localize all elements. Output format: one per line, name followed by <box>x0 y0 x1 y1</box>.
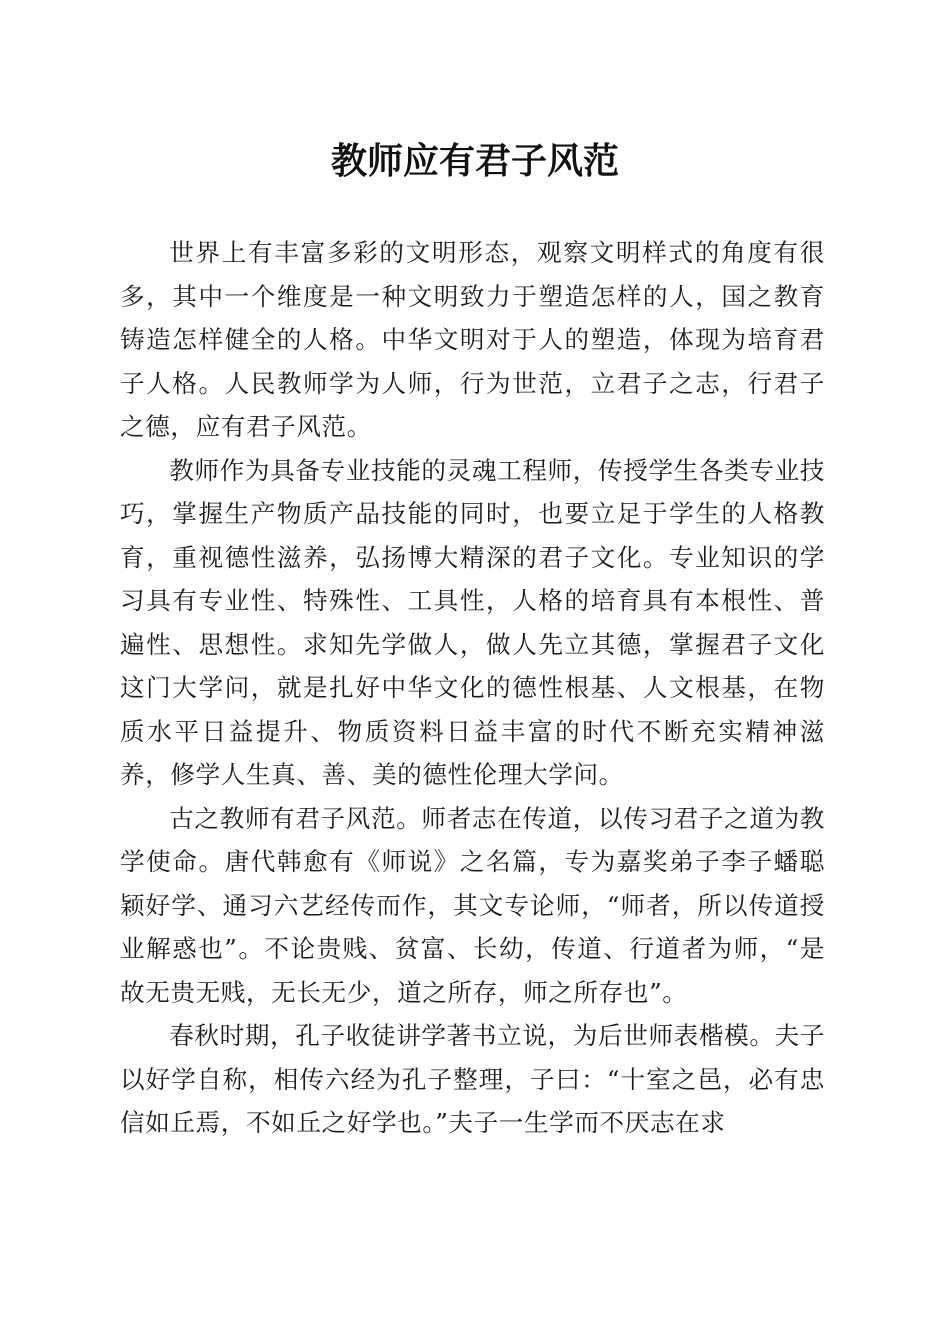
paragraph-1: 世界上有丰富多彩的文明形态，观察文明样式的角度有很多，其中一个维度是一种文明致力于塑造怎样的人，国之教育铸造怎样健全的人格。中华文明对于人的塑造，体现为培育君子人格。人民教师学为人师，行为世范，立君子之志，行君子之德，应有君子风范。 <box>120 238 825 441</box>
document-body <box>120 231 825 1145</box>
document-title: 教师应有君子风范 <box>330 140 619 182</box>
paragraph-4: 春秋时期，孔子收徒讲学著书立说，为后世师表楷模。夫子以好学自称，相传六经为孔子整理，子曰：“十室之邑，必有忠信如丘焉，不如丘之好学也。”夫子一生学而不厌志在求 <box>120 1021 825 1137</box>
paragraph-3: 古之教师有君子风范。师者志在传道，以传习君子之道为教学使命。唐代韩愈有《师说》之名篇，专为嘉奖弟子李子蟠聪颖好学、通习六艺经传而作，其文专论师，“师者，所以传道授业解惑也”。不论贵贱、贫富、长幼，传道、行道者为师，“是故无贵无贱，无长无少，道之所存，师之所存也”。 <box>120 803 825 1007</box>
paragraph-2: 教师作为具备专业技能的灵魂工程师，传授学生各类专业技巧，掌握生产物质产品技能的同时，也要立足于学生的人格教育，重视德性滋养，弘扬博大精深的君子文化。专业知识的学习具有专业性、特殊性、工具性，人格的培育具有本根性、普遍性、思想性。求知先学做人，做人先立其德，掌握君子文化这门大学问，就是扎好中华文化的德性根基、人文根基，在物质水平日益提升、物质资料日益丰富的时代不断充实精神滋养，修学人生真、善、美的德性伦理大学问。 <box>120 455 825 789</box>
